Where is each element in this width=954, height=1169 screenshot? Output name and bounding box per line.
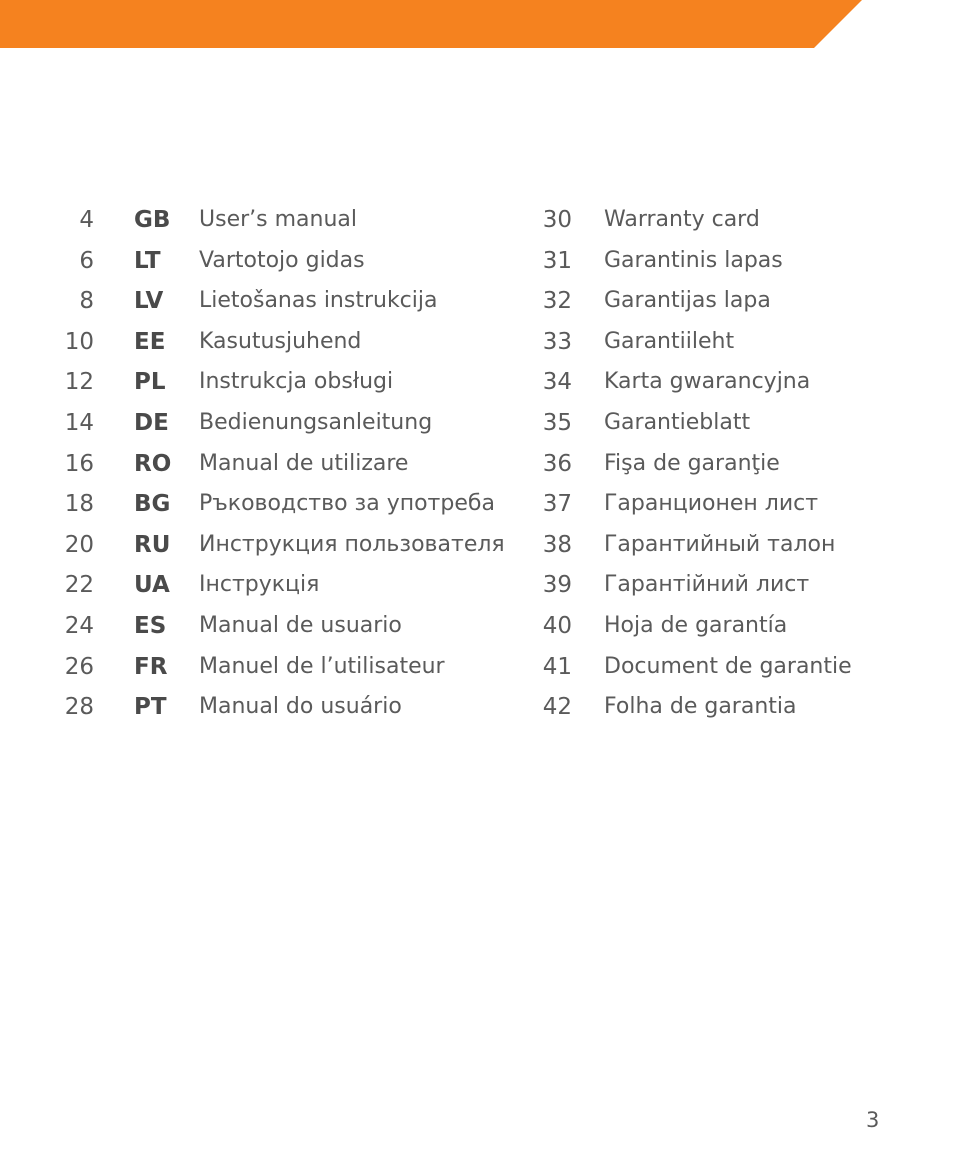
toc-entry-title: Lietošanas instrukcija xyxy=(199,288,438,314)
toc-language-code: LT xyxy=(134,247,161,274)
toc-warranty-entry xyxy=(520,281,940,321)
toc-warranty-entry xyxy=(520,687,940,727)
toc-page-number: 24 xyxy=(64,613,94,639)
toc-entry-title: Bedienungsanleitung xyxy=(199,410,433,435)
toc-entry-title: Instrukcja obsługi xyxy=(199,369,394,395)
toc-entry-es xyxy=(0,606,500,646)
toc-entry-title: Інструкція xyxy=(199,572,320,598)
toc-entry-title: Manual do usuário xyxy=(199,694,402,720)
toc-page-number: 35 xyxy=(542,410,572,436)
toc-entry-title: Warranty card xyxy=(604,207,760,232)
toc-entry-title: Karta gwarancyjna xyxy=(604,369,811,395)
toc-page-number: 10 xyxy=(64,328,94,355)
toc-page-number: 39 xyxy=(542,572,572,599)
toc-page-number: 22 xyxy=(64,572,94,599)
header-band-shape xyxy=(0,0,954,48)
toc-page-number: 20 xyxy=(64,531,94,558)
toc-warranty-entry xyxy=(520,647,940,687)
toc-entry-title: Garantiileht xyxy=(604,328,735,354)
toc-entry-title: Manual de utilizare xyxy=(199,450,409,476)
toc-language-code: PT xyxy=(134,694,167,721)
toc-entry-title: Folha de garantia xyxy=(604,694,797,720)
toc-entry-title: Manuel de l’utilisateur xyxy=(199,653,445,679)
toc-language-code: GB xyxy=(134,207,171,233)
toc-entry-title: Kasutusjuhend xyxy=(199,328,362,354)
toc-entry-title: Garantieblatt xyxy=(604,410,751,435)
toc-warranty-entry xyxy=(520,444,940,484)
toc-warranty-entry xyxy=(520,322,940,362)
toc-language-code: FR xyxy=(134,653,168,680)
toc-page-number: 28 xyxy=(64,694,94,721)
header-accent-band xyxy=(0,0,954,48)
toc-language-code: RO xyxy=(134,450,172,477)
toc-page-number: 16 xyxy=(64,450,94,477)
toc-entry-fr xyxy=(0,647,500,687)
footer-page-number: 3 xyxy=(866,1108,880,1132)
toc-entry-title: Инструкция пользователя xyxy=(199,531,505,557)
toc-page-number: 34 xyxy=(542,369,572,396)
toc-entry-title: Document de garantie xyxy=(604,653,852,679)
toc-warranty-entry xyxy=(520,606,940,646)
toc-language-code: ES xyxy=(134,613,167,639)
toc-entry-ee xyxy=(0,322,500,362)
toc-language-code: EE xyxy=(134,328,166,355)
toc-entry-pl xyxy=(0,362,500,402)
toc-language-code: BG xyxy=(134,491,171,518)
toc-page-number: 12 xyxy=(64,369,94,396)
toc-entry-bg xyxy=(0,484,500,524)
toc-entry-ru xyxy=(0,525,505,565)
toc-entry-de xyxy=(0,403,500,443)
toc-language-code: UA xyxy=(134,572,170,599)
toc-entry-ro xyxy=(0,444,500,484)
toc-page-number: 8 xyxy=(79,288,94,315)
toc-page-number: 4 xyxy=(79,207,94,233)
toc-warranty-entry xyxy=(520,241,940,281)
toc-entry-ua xyxy=(0,565,500,605)
toc-entry-gb xyxy=(0,200,500,240)
toc-entry-title: Hoja de garantía xyxy=(604,613,788,638)
toc-warranty-entry xyxy=(520,200,940,240)
toc-page-number: 32 xyxy=(542,288,572,315)
toc-page-number: 18 xyxy=(64,491,94,518)
toc-entry-title: User’s manual xyxy=(199,207,357,232)
toc-warranty-entry xyxy=(520,403,940,443)
toc-entry-title: Manual de usuario xyxy=(199,613,402,638)
toc-entry-title: Гаранционен лист xyxy=(604,491,819,517)
toc-page-number: 6 xyxy=(79,247,94,274)
toc-entry-title: Garantinis lapas xyxy=(604,247,783,273)
toc-language-code: PL xyxy=(134,369,166,396)
toc-warranty-entry xyxy=(520,484,940,524)
toc-entry-title: Гарантийный талон xyxy=(604,531,836,557)
toc-entry-pt xyxy=(0,687,500,727)
toc-language-code: RU xyxy=(134,531,171,558)
toc-page-number: 36 xyxy=(542,450,572,477)
toc-page-number: 33 xyxy=(542,328,572,355)
toc-entry-title: Fişa de garanţie xyxy=(604,450,780,476)
toc-page-number: 37 xyxy=(542,491,572,518)
toc-page-number: 31 xyxy=(542,247,572,274)
toc-language-code: DE xyxy=(134,410,169,436)
toc-page-number: 42 xyxy=(542,694,572,721)
toc-entry-lt xyxy=(0,241,500,281)
toc-entry-lv xyxy=(0,281,500,321)
toc-page-number: 38 xyxy=(542,531,572,558)
toc-entry-title: Vartotojo gidas xyxy=(199,247,365,273)
toc-page-number: 30 xyxy=(542,207,572,233)
toc-warranty-entry xyxy=(520,525,940,565)
toc-warranty-entry xyxy=(520,362,940,402)
toc-page-number: 40 xyxy=(542,613,572,639)
toc-page-number: 26 xyxy=(64,653,94,680)
toc-page-number: 41 xyxy=(542,653,572,680)
toc-warranty-entry xyxy=(520,565,940,605)
toc-page-number: 14 xyxy=(64,410,94,436)
toc-entry-title: Garantijas lapa xyxy=(604,288,771,314)
toc-language-code: LV xyxy=(134,288,164,315)
toc-entry-title: Ръководство за употреба xyxy=(199,491,495,517)
toc-entry-title: Гарантійний лист xyxy=(604,572,810,598)
